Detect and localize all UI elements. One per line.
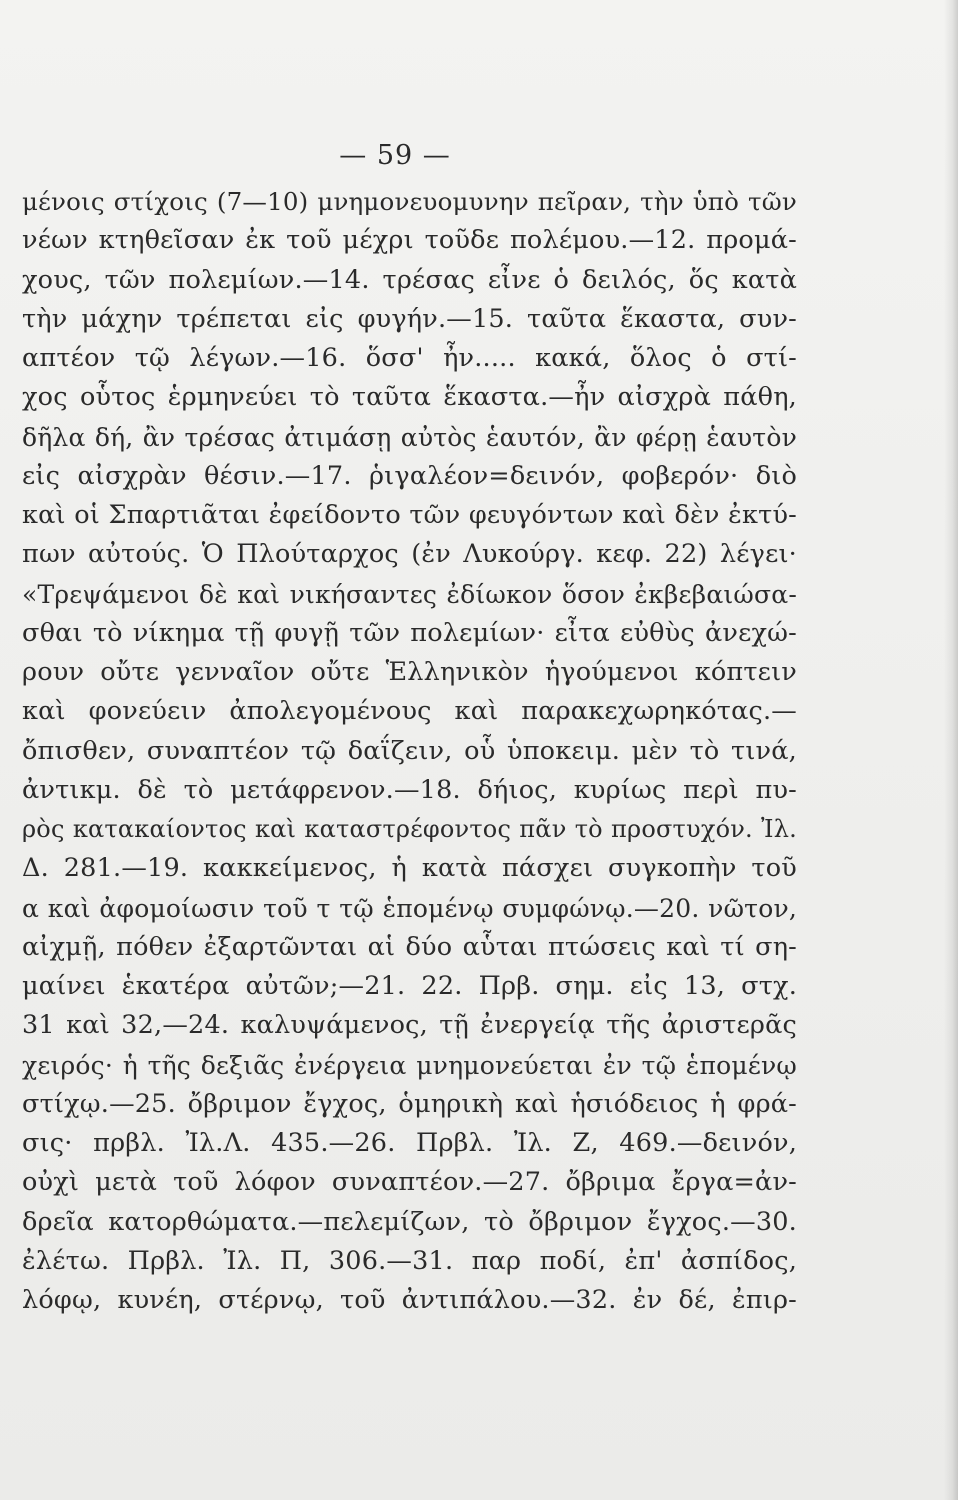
text-line: λόφῳ, κυνέη, στέρνῳ, τοῦ ἀντιπάλου.—32. ἐν δέ, ἐπιρ- <box>22 1285 797 1315</box>
text-line: νέων κτηθεῖσαν ἐκ τοῦ μέχρι τοῦδε πολέμου.—12. προμά- <box>22 225 797 256</box>
page-number: — 59 — <box>339 140 451 171</box>
text-line: χειρός· ἡ τῆς δεξιᾶς ἐνέργεια μνημονεύεται ἐν τῷ ἑπομένῳ <box>22 1050 797 1080</box>
text-line: δῆλα δή, ἂν τρέσας ἀτιμάσῃ αὐτὸς ἑαυτόν, ἂν φέρῃ ἑαυτὸν <box>22 422 797 452</box>
text-line: ἐλέτω. Πρβλ. Ἰλ. Π, 306.—31. παρ ποδί, ἐπ' ἀσπίδος, <box>22 1245 797 1276</box>
text-line: μαίνει ἑκατέρα αὐτῶν;—21. 22. Πρβ. σημ. εἰς 13, στχ. <box>22 971 797 1001</box>
text-line: μένοις στίχοις (7—10) μνημονευομυνην πεῖραν, τὴν ὑπὸ τῶν <box>22 187 797 216</box>
text-line: δρεῖα κατορθώματα.—πελεμίζων, τὸ ὄβριμον ἔγχος.—30. <box>22 1206 797 1237</box>
text-line: χους, τῶν πολεμίων.—14. τρέσας εἶνε ὁ δειλός, ὅς κατὰ <box>22 264 797 295</box>
page-edge-shadow <box>944 0 958 1500</box>
text-line: στίχῳ.—25. ὄβριμον ἔγχος, ὁμηρικὴ καὶ ἡσιόδειος ἡ φρά- <box>22 1088 797 1119</box>
text-line: ὄπισθεν, συναπτέον τῷ δαΐζειν, οὗ ὑποκειμ. μὲν τὸ τινά, <box>22 735 797 766</box>
text-line: απτέον τῷ λέγων.—16. ὅσσ' ἦν..... κακά, ὅλος ὁ στί- <box>22 343 797 373</box>
text-line: καὶ οἱ Σπαρτιᾶται ἐφείδοντο τῶν φευγόντων καὶ δὲν ἐκτύ- <box>22 500 797 530</box>
text-line: ρουν οὔτε γενναῖον οὔτε Ἑλληνικὸν ἡγούμενοι κόπτειν <box>22 657 797 687</box>
text-line: πων αὐτούς. Ὁ Πλούταρχος (ἐν Λυκούργ. κεφ. 22) λέγει· <box>22 539 797 570</box>
text-line: α καὶ ἀφομοίωσιν τοῦ τ τῷ ἑπομένῳ συμφώνῳ.—20. νῶτον, <box>22 893 797 923</box>
text-line: σθαι τὸ νίκημα τῇ φυγῇ τῶν πολεμίων· εἶτα εὐθὺς ἀνεχώ- <box>22 617 797 648</box>
commentary-text <box>22 182 797 1320</box>
text-line: οὐχὶ μετὰ τοῦ λόφον συναπτέον.—27. ὄβριμα ἔργα=ἀν- <box>22 1167 797 1198</box>
text-line: σις· πρβλ. Ἰλ.Λ. 435.—26. Πρβλ. Ἰλ. Ζ, 469.—δεινόν, <box>22 1128 797 1158</box>
text-line: ἀντικμ. δὲ τὸ μετάφρενον.—18. δήιος, κυρίως περὶ πυ- <box>22 774 797 805</box>
text-line: χος οὗτος ἑρμηνεύει τὸ ταῦτα ἕκαστα.—ἦν αἰσχρὰ πάθη, <box>22 382 797 413</box>
text-line: καὶ φονεύειν ἀπολεγομένους καὶ παρακεχωρηκότας.— <box>22 696 797 727</box>
text-line: Δ. 281.—19. κακκείμενος, ἡ κατὰ πάσχει συγκοπὴν τοῦ <box>22 853 797 884</box>
text-line: 31 καὶ 32,—24. καλυψάμενος, τῇ ἐνεργείᾳ τῆς ἀριστερᾶς <box>22 1010 797 1041</box>
text-line: ρὸς κατακαίοντος καὶ καταστρέφοντος πᾶν τὸ προστυχόν. Ἰλ. <box>22 815 797 843</box>
text-line: αἰχμῇ, πόθεν ἐξαρτῶνται αἱ δύο αὗται πτώσεις καὶ τί ση- <box>22 931 797 962</box>
text-line: «Τρεψάμενοι δὲ καὶ νικήσαντες ἐδίωκον ὅσον ἐκβεβαιώσα- <box>22 579 797 609</box>
text-line: εἰς αἰσχρὰν θέσιν.—17. ῥιγαλέον=δεινόν, φοβερόν· διὸ <box>22 460 797 491</box>
text-line: τὴν μάχην τρέπεται εἰς φυγήν.—15. ταῦτα ἕκαστα, συν- <box>22 303 797 334</box>
